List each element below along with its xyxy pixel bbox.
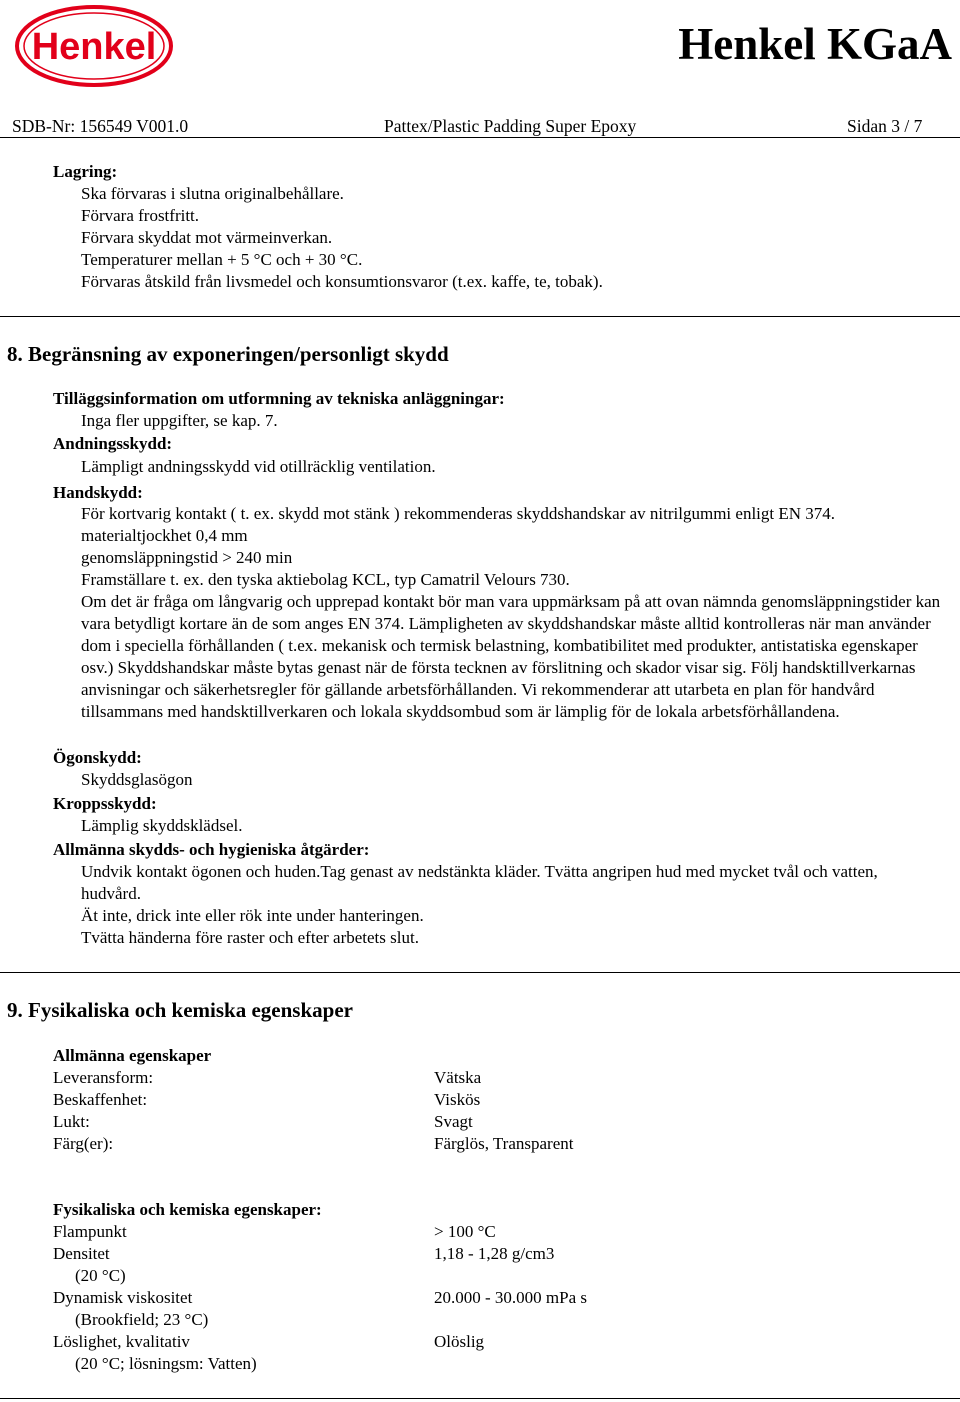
property-value: Färglös, Transparent: [434, 1134, 574, 1153]
hygiene-line: Tvätta händerna före raster och efter arbetets slut.: [81, 928, 419, 947]
property-label: Beskaffenhet:: [53, 1090, 148, 1109]
storage-line: Förvara skyddat mot värmeinverkan.: [81, 228, 333, 247]
storage-line: Förvara frostfritt.: [81, 206, 200, 225]
hand-line: genomsläppningstid > 240 min: [81, 548, 293, 567]
company-name: Henkel KGaA: [678, 19, 952, 69]
body-text: Lämplig skyddsklädsel.: [81, 816, 243, 835]
section-9-title: 9. Fysikaliska och kemiska egenskaper: [7, 998, 353, 1022]
section-divider: [0, 972, 960, 973]
hygiene-line: Ät inte, drick inte eller rök inte under hanteringen.: [81, 906, 424, 925]
storage-line: Förvaras åtskild från livsmedel och konsumtionsvaror (t.ex. kaffe, te, tobak).: [81, 272, 603, 291]
viscosity-label: Dynamisk viskositet: [53, 1288, 193, 1307]
flash-value: > 100 °C: [434, 1222, 496, 1241]
storage-line: Temperaturer mellan + 5 °C och + 30 °C.: [81, 250, 363, 269]
solubility-condition: (20 °C; lösningsm: Vatten): [75, 1354, 257, 1373]
respiratory-text: Lämpligt andningsskydd vid otillräcklig ventilation.: [81, 457, 436, 476]
property-label: Lukt:: [53, 1112, 90, 1131]
hygiene-paragraph: Undvik kontakt ögonen och huden.Tag genast av nedstänkta kläder. Tvätta angripen hud med mycket tvål och vatten, hudvård.: [81, 862, 878, 903]
property-value: Viskös: [434, 1090, 481, 1109]
eye-text: Skyddsglasögon: [81, 770, 193, 789]
henkel-logo: [14, 4, 174, 93]
viscosity-condition: (Brookfield; 23 °C): [75, 1310, 209, 1329]
section-divider: [0, 316, 960, 317]
property-value: Vätska: [434, 1068, 482, 1087]
header-divider: [0, 137, 960, 138]
solubility-label: Löslighet, kvalitativ: [53, 1332, 190, 1351]
property-label: Leveransform:: [53, 1068, 154, 1087]
physchem-heading: Fysikaliska och kemiska egenskaper:: [53, 1200, 322, 1219]
sdb-number: SDB-Nr: 156549 V001.0: [12, 116, 189, 136]
flash-label: Flampunkt: [53, 1222, 127, 1241]
storage-line: Ska förvaras i slutna originalbehållare.: [81, 184, 344, 203]
density-label: Densitet: [53, 1244, 110, 1263]
footer-divider: [0, 1398, 960, 1399]
solubility-value: Olöslig: [434, 1332, 485, 1351]
page-number: Sidan 3 / 7: [847, 116, 923, 136]
property-value: Svagt: [434, 1112, 473, 1131]
hand-line: materialtjockhet 0,4 mm: [81, 526, 248, 545]
hand-line: Framställare t. ex. den tyska aktiebolag KCL, typ Camatril Velours 730.: [81, 570, 570, 589]
technical-heading: Tilläggsinformation om utformning av tekniska anläggningar:: [53, 389, 505, 408]
hygiene-heading: Allmänna skydds- och hygieniska åtgärder:: [53, 840, 370, 859]
viscosity-value: 20.000 - 30.000 mPa s: [434, 1288, 587, 1307]
general-heading: Allmänna egenskaper: [53, 1046, 212, 1065]
property-label: Färg(er):: [53, 1134, 114, 1153]
technical-text: Inga fler uppgifter, se kap. 7.: [81, 411, 278, 430]
respiratory-heading: Andningsskydd:: [53, 434, 173, 453]
density-value: 1,18 - 1,28 g/cm3: [434, 1244, 555, 1263]
product-name: Pattex/Plastic Padding Super Epoxy: [384, 116, 637, 136]
density-condition: (20 °C): [75, 1266, 126, 1285]
eye-heading: Ögonskydd:: [53, 748, 142, 767]
hand-line: För kortvarig kontakt ( t. ex. skydd mot stänk ) rekommenderas skyddshandskar av nitrilgummi enligt EN 374.: [81, 504, 836, 523]
body-heading: Kroppsskydd:: [53, 794, 157, 813]
hand-heading: Handskydd:: [53, 483, 143, 502]
section-8-title: 8. Begränsning av exponeringen/personligt skydd: [7, 342, 449, 366]
logo-text: Henkel: [31, 26, 157, 68]
storage-heading: Lagring:: [53, 162, 118, 181]
hand-paragraph: Om det är fråga om långvarig och upprepad kontakt bör man vara uppmärksam på att ovan nämnda genomsläppningstider kan vara betydligt kortare än de som anges EN 374. Lämpligheten av skyddshandskar måste alltid kontrolleras när man använder dom i speciella förhållanden ( t.ex. mekanisk och termisk belastning, kombatibilitet med produkter, antistatiska egenskaper osv.) Skyddshandskar måste bytas genast när de första tecknen av förslitning och skador visar sig. Följ handsktillverkarnas anvisningar och säkerhetsregler för gällande arbetsförhållanden. Vi rekommenderar att utarbeta en plan för handvård tillsammans med handsktillverkaren och lokala skyddsombud som är lämplig för de lokala arbetsförhållandena.: [81, 592, 941, 721]
